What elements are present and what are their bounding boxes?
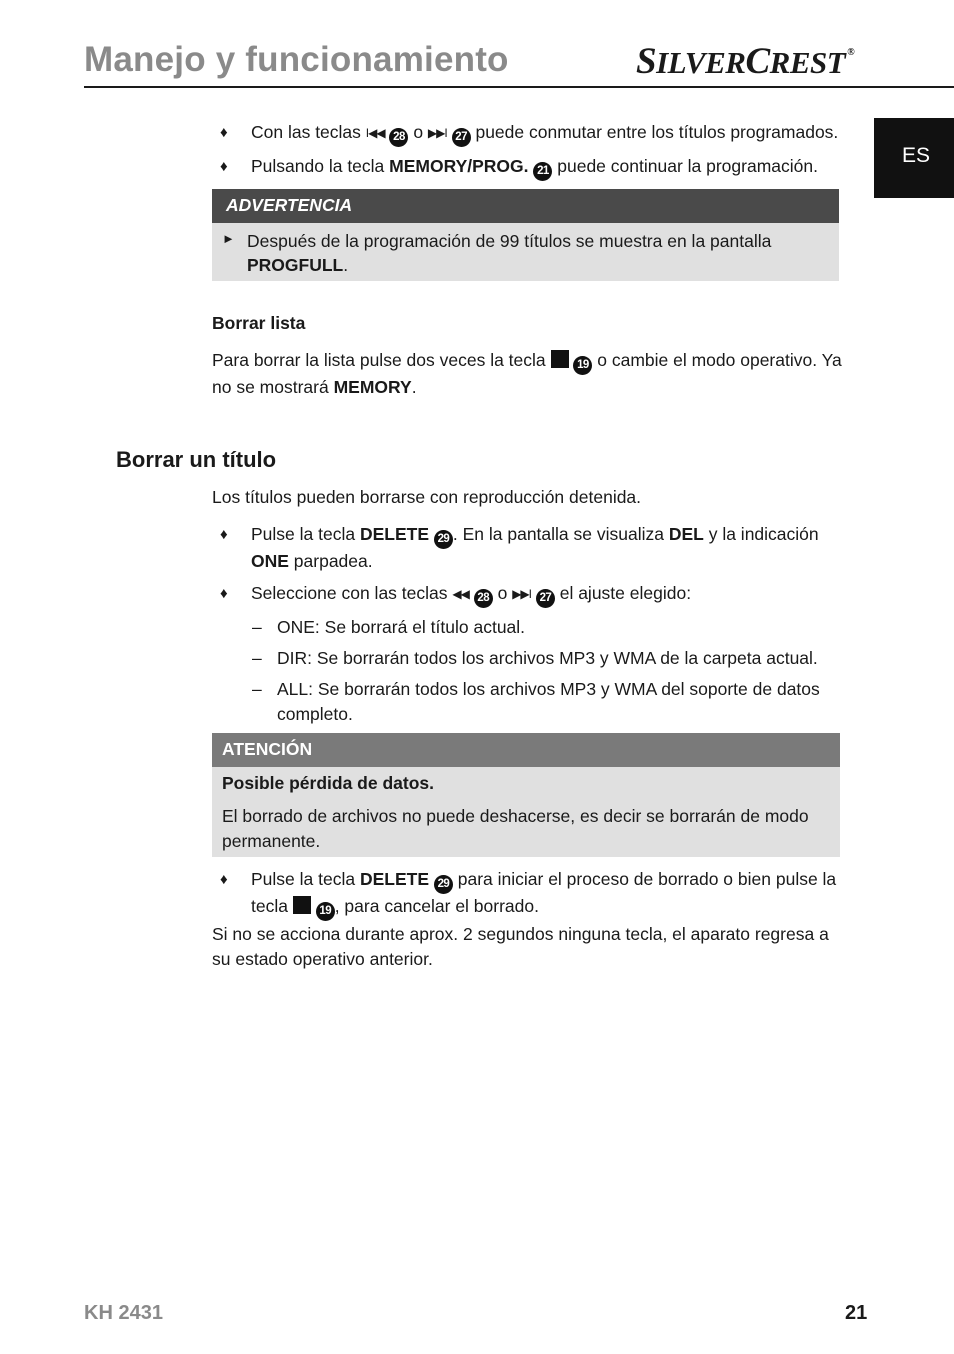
key-number-badge: 28	[474, 589, 493, 608]
borrar-lista-text: Para borrar la lista pulse dos veces la tecla 19 o cambie el modo operativo. Ya no se mostrará MEMORY.	[212, 350, 842, 397]
key-number-badge: 28	[389, 128, 408, 147]
header-divider	[84, 86, 954, 88]
key-number-badge: 19	[316, 902, 335, 921]
next-track-icon: ▶▶I	[427, 126, 447, 140]
borrar-titulo-intro: Los títulos pueden borrarse con reproducción detenida.	[212, 487, 642, 507]
bullet-icon: ♦	[220, 158, 228, 175]
brand-logo	[636, 40, 854, 83]
warning-text: Después de la programación de 99 títulos se muestra en la pantalla PROGFULL.	[247, 231, 772, 275]
dash-marker: –	[252, 679, 262, 699]
brand-initial-c: C	[745, 41, 770, 82]
rewind-icon: ◀◀	[452, 587, 469, 601]
subheading-borrar-lista: Borrar lista	[212, 313, 306, 333]
bullet-icon: ♦	[220, 871, 228, 888]
bullet-icon: ♦	[220, 124, 228, 141]
prev-track-icon: I◀◀	[365, 126, 385, 140]
stop-icon	[293, 896, 311, 914]
attention-box-body	[212, 767, 840, 857]
warning-box-header	[212, 189, 839, 223]
attention-title: Posible pérdida de datos.	[222, 773, 434, 793]
attention-heading: ATENCIÓN	[222, 739, 313, 759]
dash-marker: –	[252, 617, 262, 637]
footer-model: KH 2431	[84, 1302, 163, 1324]
key-number-badge: 21	[533, 162, 552, 181]
brand-part-1: ILVER	[656, 45, 746, 80]
key-number-badge: 29	[434, 875, 453, 894]
key-number-badge: 19	[573, 356, 592, 375]
key-number-badge: 29	[434, 530, 453, 549]
language-label: ES	[901, 144, 930, 167]
attention-text: El borrado de archivos no puede deshacerse, es decir se borrarán de modo permanente.	[222, 806, 809, 851]
language-tab	[874, 118, 954, 198]
page-number: 21	[845, 1302, 868, 1324]
attention-box-header	[212, 733, 840, 767]
page-title: Manejo y funcionamiento	[84, 40, 509, 79]
section-heading-borrar-titulo: Borrar un título	[116, 447, 277, 472]
brand-initial-s: S	[636, 41, 657, 82]
bullet-icon: ♦	[220, 526, 228, 543]
dash-marker: –	[252, 648, 262, 668]
next-track-icon: ▶▶I	[512, 587, 531, 601]
warning-box-body	[212, 223, 839, 281]
brand-part-2: REST	[769, 45, 846, 80]
key-number-badge: 27	[452, 128, 471, 147]
key-number-badge: 27	[536, 589, 555, 608]
arrow-icon: ►	[222, 231, 235, 246]
bullet-icon: ♦	[220, 585, 228, 602]
final-note: Si no se acciona durante aprox. 2 segundos ninguna tecla, el aparato regresa a su estado operativo anterior.	[212, 924, 829, 969]
stop-icon	[551, 350, 569, 368]
warning-heading: ADVERTENCIA	[226, 195, 353, 215]
registered-mark: ®	[847, 47, 855, 58]
